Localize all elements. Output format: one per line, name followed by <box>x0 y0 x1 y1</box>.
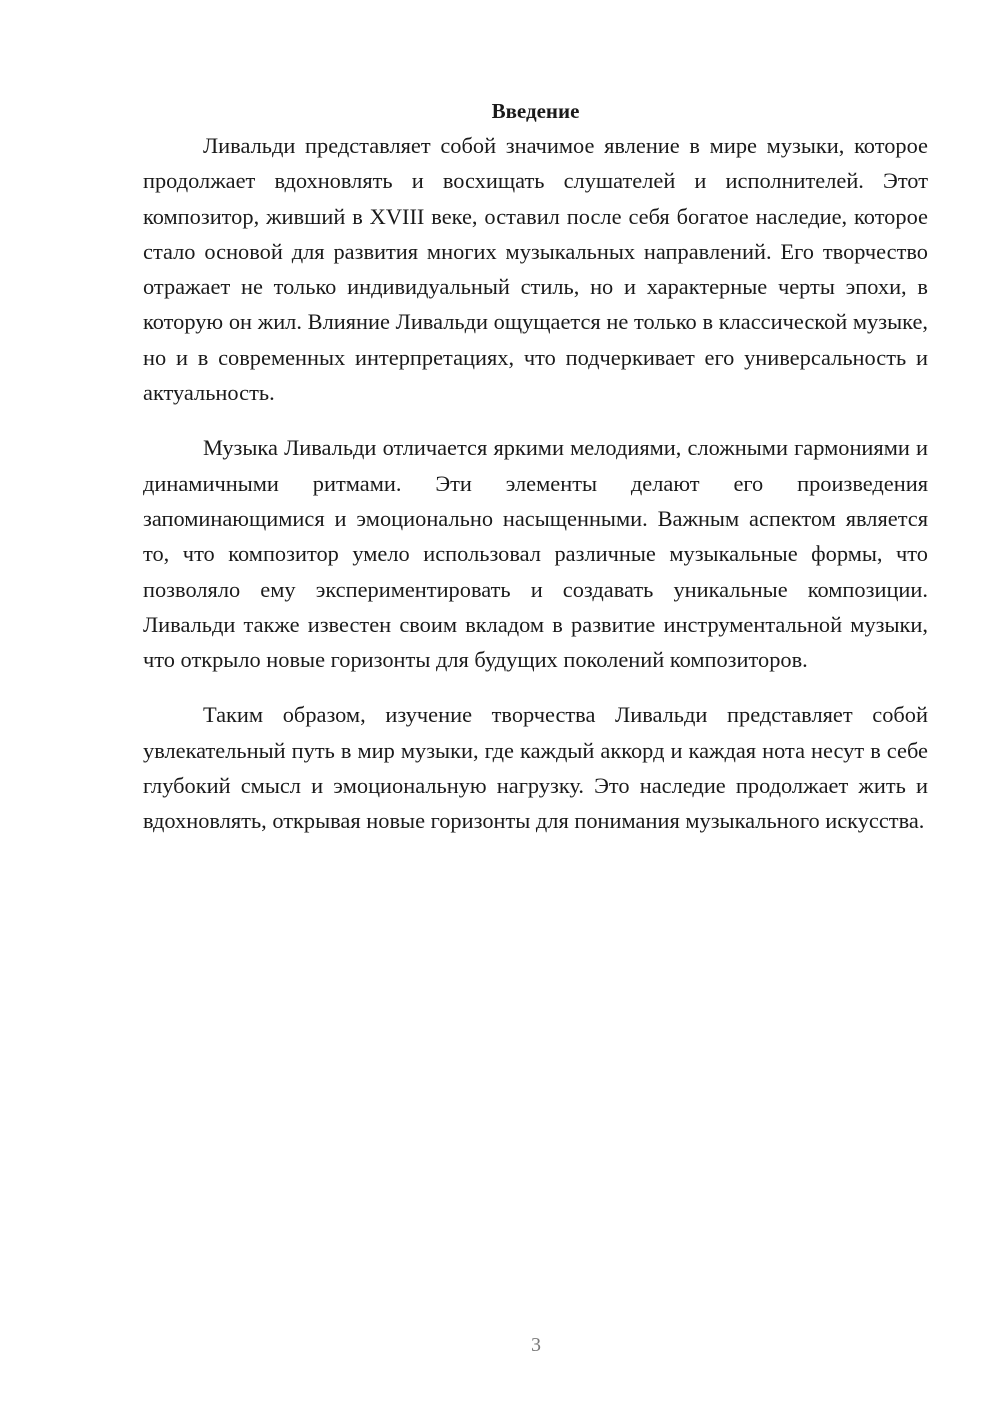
paragraph-1: Ливальди представляет собой значимое явление в мире музыки, которое продолжает вдохновлять и восхищать слушателей и исполнителей. Этот композитор, живший в XVIII веке, оставил после себя богатое наследие, которое стало основой для развития многих музыкальных направлений. Его творчество отражает не только индивидуальный стиль, но и характерные черты эпохи, в которую он жил. Влияние Ливальди ощущается не только в классической музыке, но и в современных интерпретациях, что подчеркивает его универсальность и актуальность. <box>143 133 928 406</box>
page-number: 3 <box>531 1334 541 1356</box>
paragraph-2: Музыка Ливальди отличается яркими мелодиями, сложными гармониями и динамичными ритмами. Эти элементы делают его произведения запоминающимися и эмоционально насыщенными. Важным аспектом является то, что композитор умело использовал различные музыкальные формы, что позволяло ему экспериментировать и создавать уникальные композиции. Ливальди также известен своим вкладом в развитие инструментальной музыки, что открыло новые горизонты для будущих поколений композиторов. <box>143 435 928 673</box>
paragraph-3: Таким образом, изучение творчества Ливальди представляет собой увлекательный путь в мир музыки, где каждый аккорд и каждая нота несут в себе глубокий смысл и эмоциональную нагрузку. Это наследие продолжает жить и вдохновлять, открывая новые горизонты для понимания музыкального искусства. <box>143 702 928 834</box>
page-content <box>143 96 928 859</box>
section-heading: Введение <box>491 99 580 123</box>
